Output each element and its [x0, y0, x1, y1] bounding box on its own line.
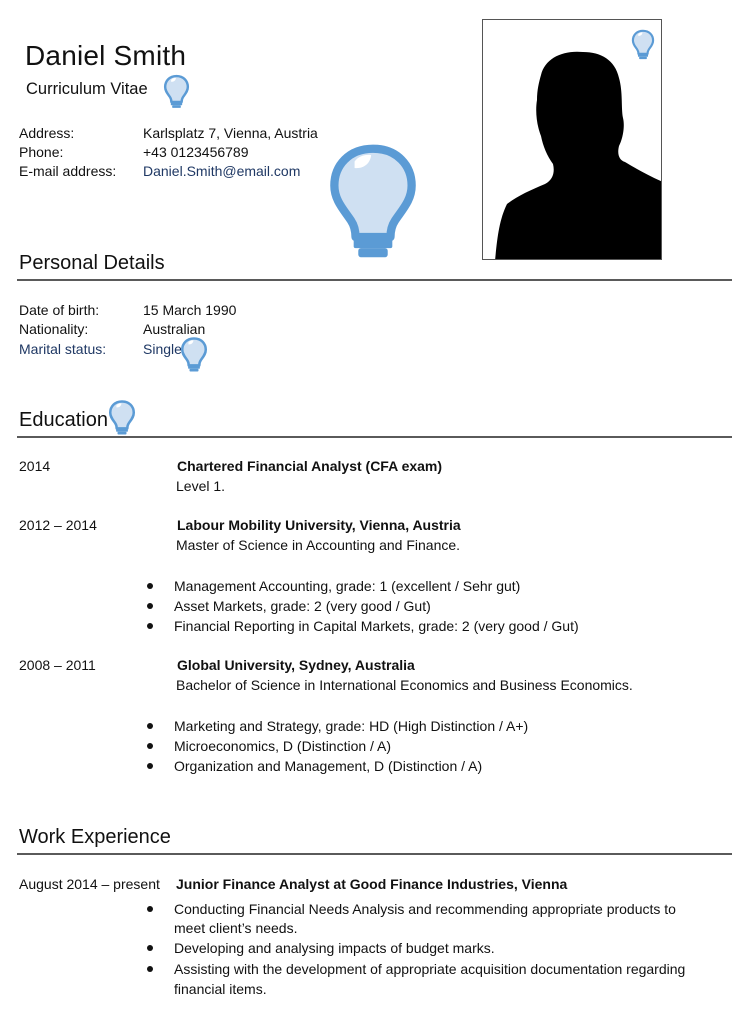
- bullet-icon: [147, 763, 153, 769]
- work-date: August 2014 – present: [19, 876, 160, 892]
- marital-status-value: Single: [143, 341, 182, 357]
- list-item: Developing and analysing impacts of budget marks.: [174, 940, 495, 956]
- lightbulb-icon: [631, 28, 655, 62]
- education-title: Labour Mobility University, Vienna, Austria: [177, 517, 461, 533]
- bullet-icon: [147, 906, 153, 912]
- section-divider: [17, 279, 732, 281]
- lightbulb-icon: [163, 74, 190, 110]
- section-divider: [17, 436, 732, 438]
- bullet-icon: [147, 966, 153, 972]
- bullet-icon: [147, 723, 153, 729]
- bullet-icon: [147, 603, 153, 609]
- lightbulb-icon: [180, 336, 208, 374]
- list-item: Asset Markets, grade: 2 (very good / Gut): [174, 598, 431, 614]
- education-title: Global University, Sydney, Australia: [177, 657, 415, 673]
- email-label: E-mail address:: [19, 163, 117, 179]
- address-value: Karlsplatz 7, Vienna, Austria: [143, 125, 318, 141]
- phone-label: Phone:: [19, 144, 64, 160]
- list-item: Organization and Management, D (Distinction / A): [174, 758, 483, 774]
- lightbulb-icon: [327, 140, 419, 266]
- marital-status-label: Marital status:: [19, 341, 107, 357]
- education-date: 2014: [19, 458, 51, 474]
- education-subtitle: Level 1.: [176, 478, 226, 494]
- email-link[interactable]: Daniel.Smith@email.com: [143, 163, 301, 179]
- section-title-personal-details: Personal Details: [19, 252, 165, 274]
- list-item: Microeconomics, D (Distinction / A): [174, 738, 392, 754]
- list-item: Conducting Financial Needs Analysis and recommending appropriate products to: [174, 901, 676, 917]
- work-title: Junior Finance Analyst at Good Finance Industries, Vienna: [176, 876, 568, 892]
- bullet-icon: [147, 623, 153, 629]
- list-item: Marketing and Strategy, grade: HD (High Distinction / A+): [174, 718, 529, 734]
- bullet-icon: [147, 945, 153, 951]
- list-item: Management Accounting, grade: 1 (excellent / Sehr gut): [174, 578, 521, 594]
- candidate-name: Daniel Smith: [25, 40, 187, 71]
- dob-label: Date of birth:: [19, 302, 100, 318]
- bullet-icon: [147, 743, 153, 749]
- phone-value: +43 0123456789: [143, 144, 249, 160]
- list-item: Assisting with the development of appropriate acquisition documentation regarding: [174, 961, 686, 977]
- section-divider: [17, 853, 732, 855]
- address-label: Address:: [19, 125, 75, 141]
- education-subtitle: Master of Science in Accounting and Finance.: [176, 537, 461, 553]
- list-item: Financial Reporting in Capital Markets, grade: 2 (very good / Gut): [174, 618, 579, 634]
- section-title-work-experience: Work Experience: [19, 826, 171, 848]
- education-title: Chartered Financial Analyst (CFA exam): [177, 458, 443, 474]
- profile-photo: [482, 19, 662, 260]
- lightbulb-icon: [108, 399, 136, 437]
- nationality-label: Nationality:: [19, 321, 89, 337]
- dob-value: 15 March 1990: [143, 302, 237, 318]
- list-item-continuation: meet client’s needs.: [174, 920, 298, 936]
- document-subtitle: Curriculum Vitae: [26, 80, 148, 98]
- list-item-continuation: financial items.: [174, 981, 267, 997]
- bullet-icon: [147, 583, 153, 589]
- nationality-value: Australian: [143, 321, 206, 337]
- education-date: 2008 – 2011: [19, 657, 96, 673]
- section-title-education: Education: [19, 409, 108, 431]
- education-subtitle: Bachelor of Science in International Economics and Business Economics.: [176, 677, 633, 693]
- education-date: 2012 – 2014: [19, 517, 97, 533]
